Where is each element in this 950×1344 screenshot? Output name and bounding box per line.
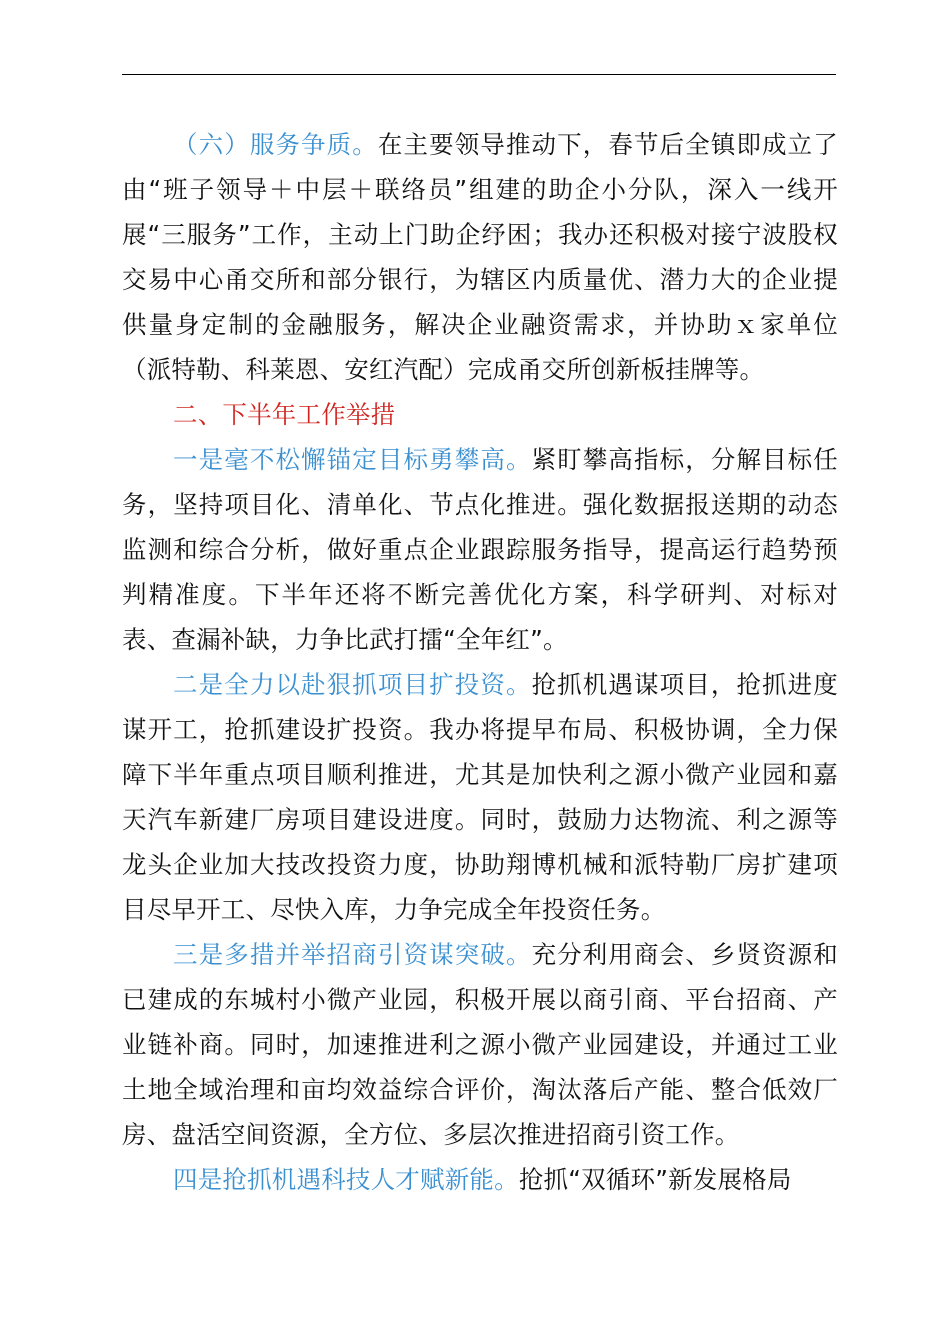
paragraph-heading: 四是抢抓机遇科技人才赋新能。 bbox=[173, 1165, 519, 1194]
paragraph-text: 充分利用商会、乡贤资源和已建成的东城村小微产业园，积极开展以商引商、平台招商、产业链补商。同时，加速推进利之源小微产业园建设，并通过工业土地全域治理和亩均效益综合评价，淘汰落后产能、整合低效厂房、盘活空间资源，全方位、多层次推进招商引资工作。 bbox=[122, 940, 838, 1149]
paragraph-heading: （六）服务争质。 bbox=[173, 130, 378, 159]
paragraph-text: 抢抓“双循环”新发展格局 bbox=[518, 1165, 792, 1194]
paragraph-text: 紧盯攀高指标，分解目标任务，坚持项目化、清单化、节点化推进。强化数据报送期的动态监测和综合分析，做好重点企业跟踪服务指导，提高运行趋势预判精准度。下半年还将不断完善优化方案，科学研判、对标对表、查漏补缺，力争比武打擂“全年红”。 bbox=[122, 445, 838, 654]
paragraph-measure-1 bbox=[122, 437, 838, 662]
paragraph-heading: 二是全力以赴狠抓项目扩投资。 bbox=[173, 670, 532, 699]
paragraph-heading: 三是多措并举招商引资谋突破。 bbox=[173, 940, 532, 969]
paragraph-measure-3 bbox=[122, 932, 838, 1157]
paragraph-text: 抢抓机遇谋项目，抢抓进度谋开工，抢抓建设扩投资。我办将提早布局、积极协调，全力保障下半年重点项目顺利推进，尤其是加快利之源小微产业园和嘉天汽车新建厂房项目建设进度。同时，鼓励力达物流、利之源等龙头企业加大技改投资力度，协助翔博机械和派特勒厂房扩建项目尽早开工、尽快入库，力争完成全年投资任务。 bbox=[122, 670, 838, 924]
section-title: 二、下半年工作举措 bbox=[173, 400, 396, 429]
paragraph-measure-2 bbox=[122, 662, 838, 932]
paragraph-service-quality bbox=[122, 122, 838, 392]
document-body bbox=[122, 122, 838, 1202]
header-rule bbox=[122, 74, 836, 75]
paragraph-heading: 一是毫不松懈锚定目标勇攀高。 bbox=[173, 445, 532, 474]
paragraph-measure-4 bbox=[122, 1157, 838, 1202]
paragraph-text: 在主要领导推动下，春节后全镇即成立了由“班子领导＋中层＋联络员”组建的助企小分队，深入一线开展“三服务”工作，主动上门助企纾困；我办还积极对接宁波股权交易中心甬交所和部分银行，为辖区内质量优、潜力大的企业提供量身定制的金融服务，解决企业融资需求，并协助ｘ家单位（派特勒、科莱恩、安红汽配）完成甬交所创新板挂牌等。 bbox=[122, 130, 838, 384]
